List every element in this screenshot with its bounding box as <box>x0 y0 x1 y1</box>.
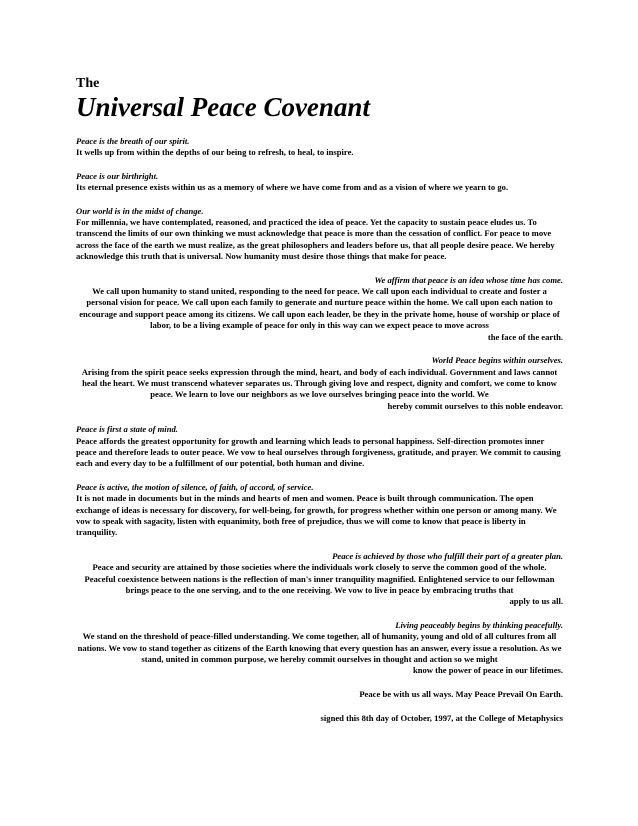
section-body-text: Peace and security are attained by those societies where the individuals work closely to serve the common good of the whole. Peaceful coexistence between nations is the reflection of man's inner tranquility magnified. Enlightened service to our fellowman brings peace to the one serving, and to the one receiving. We vow to live in peace by embracing truths that <box>84 562 555 595</box>
section-state-of-mind <box>76 424 563 470</box>
section-affirm-peace <box>76 275 563 343</box>
section-body: Its eternal presence exists within us as a memory of where we have come from and as a vision of where we yearn to go. <box>76 182 509 193</box>
section-body <box>76 286 563 343</box>
section-body-last-line: know the power of peace in our lifetimes. <box>412 665 563 676</box>
section-breath-of-spirit <box>76 136 563 159</box>
section-body <box>76 562 563 608</box>
section-body-text: We stand on the threshold of peace-filled understanding. We come together, all of humanity, young and old of all cultures from all nations. We vow to stand together as citizens of the Earth knowing that every question has an answer, every issue a resolution. As we stand, united in common purpose, we hereby commit ourselves in thought and action so we might <box>77 631 562 665</box>
section-peace-within <box>76 355 563 412</box>
section-body-last-line: hereby commit ourselves to this noble endeavor. <box>387 400 563 411</box>
section-body-last-line: the face of the earth. <box>487 331 563 342</box>
section-body: Peace affords the greatest opportunity for growth and learning which leads to personal happiness. Self-direction promotes inner peace and therefore leads to outer peace. We vow to heal ourselves through forgiveness, gratitude, and prayer. We commit to causing each and every day to be a fulfillment of our potential, both human and divine. <box>76 435 561 469</box>
section-birthright <box>76 171 563 194</box>
section-world-in-change <box>76 206 563 263</box>
section-heading: Our world is in the midst of change. <box>76 205 204 216</box>
section-body-text: We call upon humanity to stand united, responding to the need for peace. We call upon each individual to create and foster a personal vision for peace. We call upon each family to generate and nurture peace within the home. We call upon each nation to encourage and support peace among its citizens. We call upon each leader, be they in the private home, house of worship or place of labor, to be a living example of peace for only in this way can we expect peace to move across <box>79 286 560 331</box>
section-body-text: Arising from the spirit peace seeks expression through the mind, heart, and body of each individual. Government and laws cannot heal the heart. We must transcend whatever separates us. Through giving love and respect, dignity and comfort, we come to know peace. We learn to love our neighbors as we love ourselves bringing peace into the world. We <box>81 366 558 400</box>
section-heading: Peace is the breath of our spirit. <box>76 136 190 146</box>
document-page <box>76 76 563 738</box>
section-greater-plan <box>76 551 563 608</box>
section-heading: Living peaceably begins by thinking peacefully. <box>395 619 563 630</box>
section-heading: Peace is achieved by those who fulfill their part of a greater plan. <box>332 550 563 561</box>
section-heading: Peace is active, the motion of silence, of faith, of accord, of service. <box>76 481 314 492</box>
section-heading: Peace is first a state of mind. <box>76 424 178 435</box>
section-living-peaceably <box>76 620 563 677</box>
section-body: It is not made in documents but in the minds and hearts of men and women. Peace is built through communication. The open exchange of ideas is necessary for discovery, for well-being, for growth, for progress whether within one person or among many. We vow to speak with sagacity, listen with equanimity, both free of prejudice, thus we will come to know that peace is liberty in tranquility. <box>76 493 557 538</box>
closing-blessing: Peace be with us all ways. May Peace Prevail On Earth. <box>359 688 563 699</box>
document-pre-title: The <box>76 76 100 91</box>
section-body <box>76 631 563 677</box>
section-peace-active <box>76 482 563 539</box>
signature-line: signed this 8th day of October, 1997, at the College of Metaphysics <box>320 713 563 724</box>
section-heading: World Peace begins within ourselves. <box>431 355 563 366</box>
section-body <box>76 367 563 413</box>
section-heading: We affirm that peace is an idea whose time has come. <box>374 274 563 285</box>
section-body-last-line: apply to us all. <box>509 596 563 607</box>
section-body: For millennia, we have contemplated, reasoned, and practiced the idea of peace. Yet the capacity to sustain peace eludes us. To transcend the limits of our own thinking we must acknowledge that peace is more than the cessation of conflict. For peace to move across the face of the earth we must realize, as the great philosophers and leaders before us, that all people desire peace. We hereby acknowledge this truth that is universal. Now humanity must desire those things that make for peace. <box>76 217 555 262</box>
section-heading: Peace is our birthright. <box>76 170 159 181</box>
document-title: Universal Peace Covenant <box>76 92 370 122</box>
section-body: It wells up from within the depths of our being to refresh, to heal, to inspire. <box>76 147 354 158</box>
